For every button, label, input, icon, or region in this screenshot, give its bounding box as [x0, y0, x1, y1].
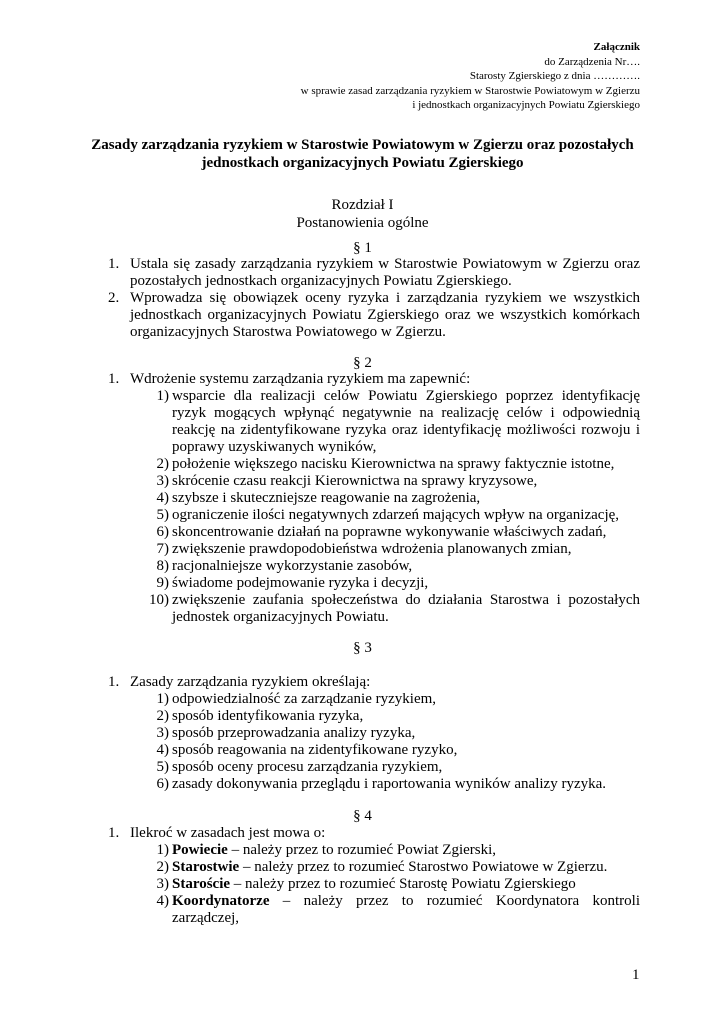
- sub-item: [0, 708, 725, 725]
- sub-item-number: 1): [156, 842, 169, 858]
- definition-text: [172, 859, 640, 876]
- sub-item-number: 4): [156, 742, 169, 758]
- sub-item-number: 8): [156, 558, 169, 574]
- sub-item: [0, 592, 725, 626]
- definition-item: [0, 893, 725, 927]
- definition-item: [0, 876, 725, 893]
- item-text: Wdrożenie systemu zarządzania ryzykiem ma zapewnić:: [130, 371, 471, 387]
- item-number: 1.: [108, 371, 120, 387]
- sub-item: [0, 776, 725, 793]
- definition-body: – należy przez to rozumieć Starostę Powiatu Zgierskiego: [230, 876, 576, 892]
- header-line: Starosty Zgierskiego z dnia ………….: [469, 70, 640, 82]
- sub-item-text: sposób identyfikowania ryzyka,: [172, 708, 364, 724]
- sub-item-number: 3): [156, 725, 169, 741]
- sub-item-number: 6): [156, 524, 169, 540]
- attachment-title: Załącznik: [593, 41, 640, 53]
- definition-text: [172, 876, 640, 893]
- section-1-list: [0, 256, 725, 341]
- sub-item-number: 6): [156, 776, 169, 792]
- sub-item-text: odpowiedzialność za zarządzanie ryzykiem,: [172, 691, 437, 707]
- sub-item: [0, 742, 725, 759]
- header-line: i jednostkach organizacyjnych Powiatu Zgierskiego: [412, 99, 640, 111]
- item-number: 1.: [108, 256, 120, 272]
- sub-item: [0, 456, 725, 473]
- item-text: Wprowadza się obowiązek oceny ryzyka i zarządzania ryzykiem we wszystkich jednostkach organizacyjnych Powiatu Zgierskiego oraz we wszystkich komórkach organizacyjnych Starostwa Powiatowego w Zgierzu.: [130, 290, 640, 340]
- section-3-symbol: § 3: [353, 640, 372, 656]
- page-number: 1: [632, 967, 640, 983]
- sub-item: [0, 473, 725, 490]
- section-2-symbol: § 2: [353, 355, 372, 371]
- list-item: [0, 371, 725, 388]
- definition-body: – należy przez to rozumieć Starostwo Powiatowe w Zgierzu.: [239, 859, 608, 875]
- sub-item-text: sposób reagowania na zidentyfikowane ryzyko,: [172, 742, 458, 758]
- item-text: Ustala się zasady zarządzania ryzykiem w Starostwie Powiatowym w Zgierzu oraz pozostałych jednostkach organizacyjnych Powiatu Zgierskiego.: [130, 256, 640, 289]
- chapter-label: Rozdział I: [331, 197, 394, 213]
- definition-body: – należy przez to rozumieć Koordynatora kontroli zarządczej,: [172, 893, 640, 926]
- sub-item-number: 10): [149, 592, 169, 608]
- sub-item-number: 5): [156, 759, 169, 775]
- sub-item-text: sposób oceny procesu zarządzania ryzykiem,: [172, 759, 443, 775]
- sub-item-number: 1): [156, 388, 169, 404]
- sub-item-text: zwiększenie prawdopodobieństwa wdrożenia planowanych zmian,: [172, 541, 572, 557]
- section-4-symbol: § 4: [353, 808, 372, 824]
- sub-item: [0, 388, 725, 456]
- sub-item-text: zasady dokonywania przeglądu i raportowania wyników analizy ryzyka.: [172, 776, 607, 792]
- sub-item-text: ograniczenie ilości negatywnych zdarzeń mających wpływ na organizację,: [172, 507, 620, 523]
- sub-item-number: 4): [156, 490, 169, 506]
- list-item: [0, 674, 725, 691]
- sub-item-number: 2): [156, 708, 169, 724]
- sub-item-text: szybsze i skuteczniejsze reagowanie na zagrożenia,: [172, 490, 481, 506]
- sub-item: [0, 507, 725, 524]
- sub-item-text: racjonalniejsze wykorzystanie zasobów,: [172, 558, 413, 574]
- sub-item: [0, 691, 725, 708]
- definition-body: – należy przez to rozumieć Powiat Zgierski,: [227, 842, 497, 858]
- sub-item-text: zwiększenie zaufania społeczeństwa do działania Starostwa i pozostałych jednostek organizacyjnych Powiatu.: [172, 592, 640, 625]
- list-item: [0, 290, 725, 341]
- sub-item-text: położenie większego nacisku Kierownictwa na sprawy faktycznie istotne,: [172, 456, 615, 472]
- defined-term: Koordynatorze: [172, 893, 270, 909]
- sub-item-number: 3): [156, 876, 169, 892]
- sub-item: [0, 725, 725, 742]
- definition-item: [0, 842, 725, 859]
- sub-item: [0, 541, 725, 558]
- sub-item-text: skrócenie czasu reakcji Kierownictwa na sprawy kryzysowe,: [172, 473, 538, 489]
- chapter-title: Postanowienia ogólne: [296, 215, 429, 231]
- attachment-header: [301, 40, 640, 113]
- sub-item-text: wsparcie dla realizacji celów Powiatu Zgierskiego poprzez identyfikację ryzyk mogących wpłynąć negatywnie na realizację celów i odpowiednią reakcję na zidentyfikowane ryzyka oraz identyfikację możliwości rozwoju i poprawy uzyskiwanych wyników,: [172, 388, 640, 455]
- header-line: w sprawie zasad zarządzania ryzykiem w Starostwie Powiatowym w Zgierzu: [300, 84, 640, 97]
- section-2-list: [0, 371, 725, 626]
- section-1-symbol: § 1: [353, 240, 372, 256]
- sub-item: [0, 490, 725, 507]
- list-item: [0, 256, 725, 290]
- sub-item: [0, 759, 725, 776]
- item-text: Zasady zarządzania ryzykiem określają:: [130, 674, 371, 690]
- sub-item-text: sposób przeprowadzania analizy ryzyka,: [172, 725, 416, 741]
- sub-item: [0, 575, 725, 592]
- document-title: Zasady zarządzania ryzykiem w Starostwie Powiatowym w Zgierzu oraz pozostałych jednostkach organizacyjnych Powiatu Zgierskiego: [91, 137, 634, 171]
- sub-item-number: 3): [156, 473, 169, 489]
- item-text: Ilekroć w zasadach jest mowa o:: [130, 825, 326, 841]
- sub-item-text: świadome podejmowanie ryzyka i decyzji,: [172, 575, 429, 591]
- header-line: do Zarządzenia Nr….: [544, 55, 640, 68]
- item-number: 1.: [108, 674, 120, 690]
- sub-item-number: 9): [156, 575, 169, 591]
- sub-item: [0, 558, 725, 575]
- item-number: 2.: [108, 290, 120, 306]
- sub-item: [0, 524, 725, 541]
- definition-text: [172, 842, 640, 859]
- section-3-list: [0, 674, 725, 793]
- defined-term: Powiecie: [172, 842, 228, 858]
- definition-text: [172, 893, 640, 927]
- sub-item-number: 2): [156, 456, 169, 472]
- defined-term: Starostwie: [172, 859, 240, 875]
- item-number: 1.: [108, 825, 120, 841]
- sub-item-number: 1): [156, 691, 169, 707]
- list-item: [0, 825, 725, 842]
- sub-item-number: 7): [156, 541, 169, 557]
- section-4-list: [0, 825, 725, 927]
- sub-item-number: 5): [156, 507, 169, 523]
- sub-item-number: 2): [156, 859, 169, 875]
- defined-term: Staroście: [172, 876, 231, 892]
- definition-item: [0, 859, 725, 876]
- sub-item-number: 4): [156, 893, 169, 909]
- sub-item-text: skoncentrowanie działań na poprawne wykonywanie właściwych zadań,: [172, 524, 607, 540]
